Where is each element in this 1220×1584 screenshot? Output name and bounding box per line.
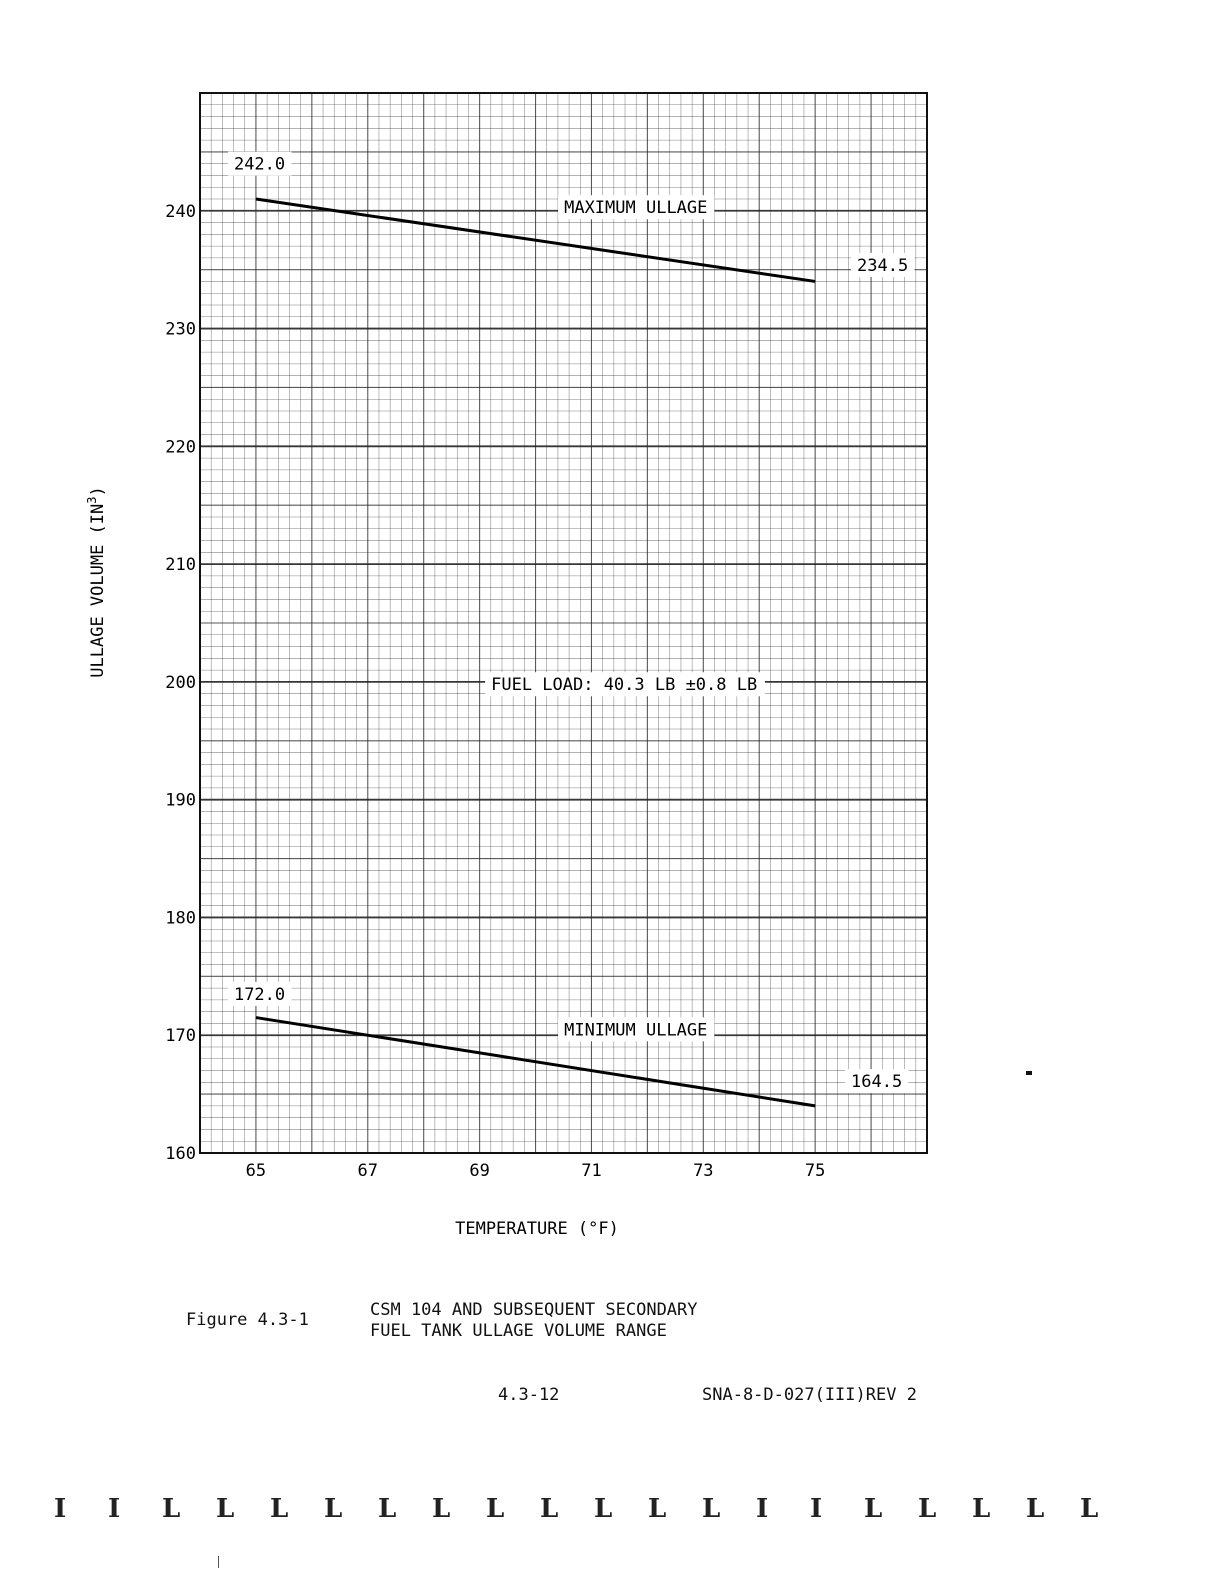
series-labels: [228, 152, 915, 1093]
maximum-ullage-label-text: MAXIMUM ULLAGE: [564, 198, 708, 219]
scan-edge-marks: [54, 1494, 1134, 1524]
min-start-value-label: [228, 982, 292, 1006]
edge-mark: L: [972, 1494, 991, 1524]
edge-mark: L: [702, 1494, 721, 1524]
document-id: SNA-8-D-027(III)REV 2: [702, 1385, 917, 1405]
y-axis-title-close: ): [88, 486, 108, 497]
y-axis-ticks: [165, 202, 196, 1164]
edge-mark: L: [378, 1494, 397, 1524]
y-tick-label: 210: [165, 555, 196, 576]
fuel-load-annotation: [485, 672, 765, 696]
x-axis-ticks: [246, 1161, 826, 1181]
edge-mark: I: [108, 1494, 121, 1524]
edge-mark: L: [918, 1494, 937, 1524]
min-end-value-label-text: 164.5: [851, 1072, 903, 1093]
edge-mark: L: [486, 1494, 505, 1524]
figure-number: Figure 4.3-1: [186, 1310, 309, 1330]
min-start-value-label-text: 172.0: [233, 985, 286, 1005]
edge-mark: L: [540, 1494, 559, 1524]
max-end-value-label: [851, 253, 915, 277]
edge-mark: L: [594, 1494, 613, 1524]
edge-mark: I: [756, 1494, 769, 1524]
y-tick-label: 180: [165, 908, 196, 929]
figure-title-line-2: FUEL TANK ULLAGE VOLUME RANGE: [370, 1321, 667, 1341]
max-start-value-label: [228, 152, 292, 176]
figure-title-line-1: CSM 104 AND SUBSEQUENT SECONDARY: [370, 1300, 698, 1320]
edge-mark: L: [270, 1494, 289, 1524]
maximum-ullage-label: [558, 195, 714, 219]
edge-mark: L: [1026, 1494, 1045, 1524]
scan-artifact-dot: [1026, 1071, 1032, 1075]
edge-mark: L: [324, 1494, 343, 1524]
minimum-ullage-label: [558, 1017, 714, 1041]
max-end-value-label-text: 234.5: [857, 255, 909, 276]
edge-mark: L: [162, 1494, 181, 1524]
x-tick-label: 71: [581, 1161, 602, 1181]
edge-mark: L: [648, 1494, 667, 1524]
edge-mark: L: [864, 1494, 883, 1524]
edge-mark: I: [54, 1494, 67, 1524]
edge-mark: L: [432, 1494, 451, 1524]
y-tick-label: 190: [165, 790, 196, 811]
y-tick-label: 240: [165, 201, 196, 222]
y-tick-label: 230: [165, 319, 196, 340]
x-tick-label: 69: [469, 1161, 490, 1181]
x-tick-label: 73: [693, 1161, 714, 1181]
x-tick-label: 65: [245, 1161, 267, 1181]
x-tick-label: 67: [357, 1161, 379, 1181]
page-number: 4.3-12: [498, 1385, 560, 1405]
fuel-load-annotation-text: FUEL LOAD: 40.3 LB ±0.8 LB: [491, 675, 758, 696]
y-tick-label: 170: [165, 1026, 196, 1047]
x-axis-title: TEMPERATURE (°F): [455, 1219, 619, 1239]
y-axis-title-superscript: 3: [85, 496, 99, 504]
x-tick-label: 75: [804, 1161, 826, 1181]
min-end-value-label: [845, 1069, 909, 1093]
y-axis-title: [85, 486, 108, 677]
scan-artifact-tick: [218, 1556, 219, 1568]
minimum-ullage-label-text: MINIMUM ULLAGE: [564, 1020, 708, 1041]
edge-mark: L: [1080, 1494, 1099, 1524]
y-axis-title-text: ULLAGE VOLUME (IN: [88, 503, 108, 678]
figure-title: [370, 1300, 698, 1342]
y-tick-label: 160: [165, 1144, 196, 1164]
max-start-value-label-text: 242.0: [233, 154, 286, 175]
edge-mark: L: [216, 1494, 235, 1524]
y-tick-label: 220: [165, 437, 196, 458]
y-tick-label: 200: [165, 672, 196, 693]
chart-grid: [200, 93, 927, 1153]
edge-mark: I: [810, 1494, 823, 1524]
